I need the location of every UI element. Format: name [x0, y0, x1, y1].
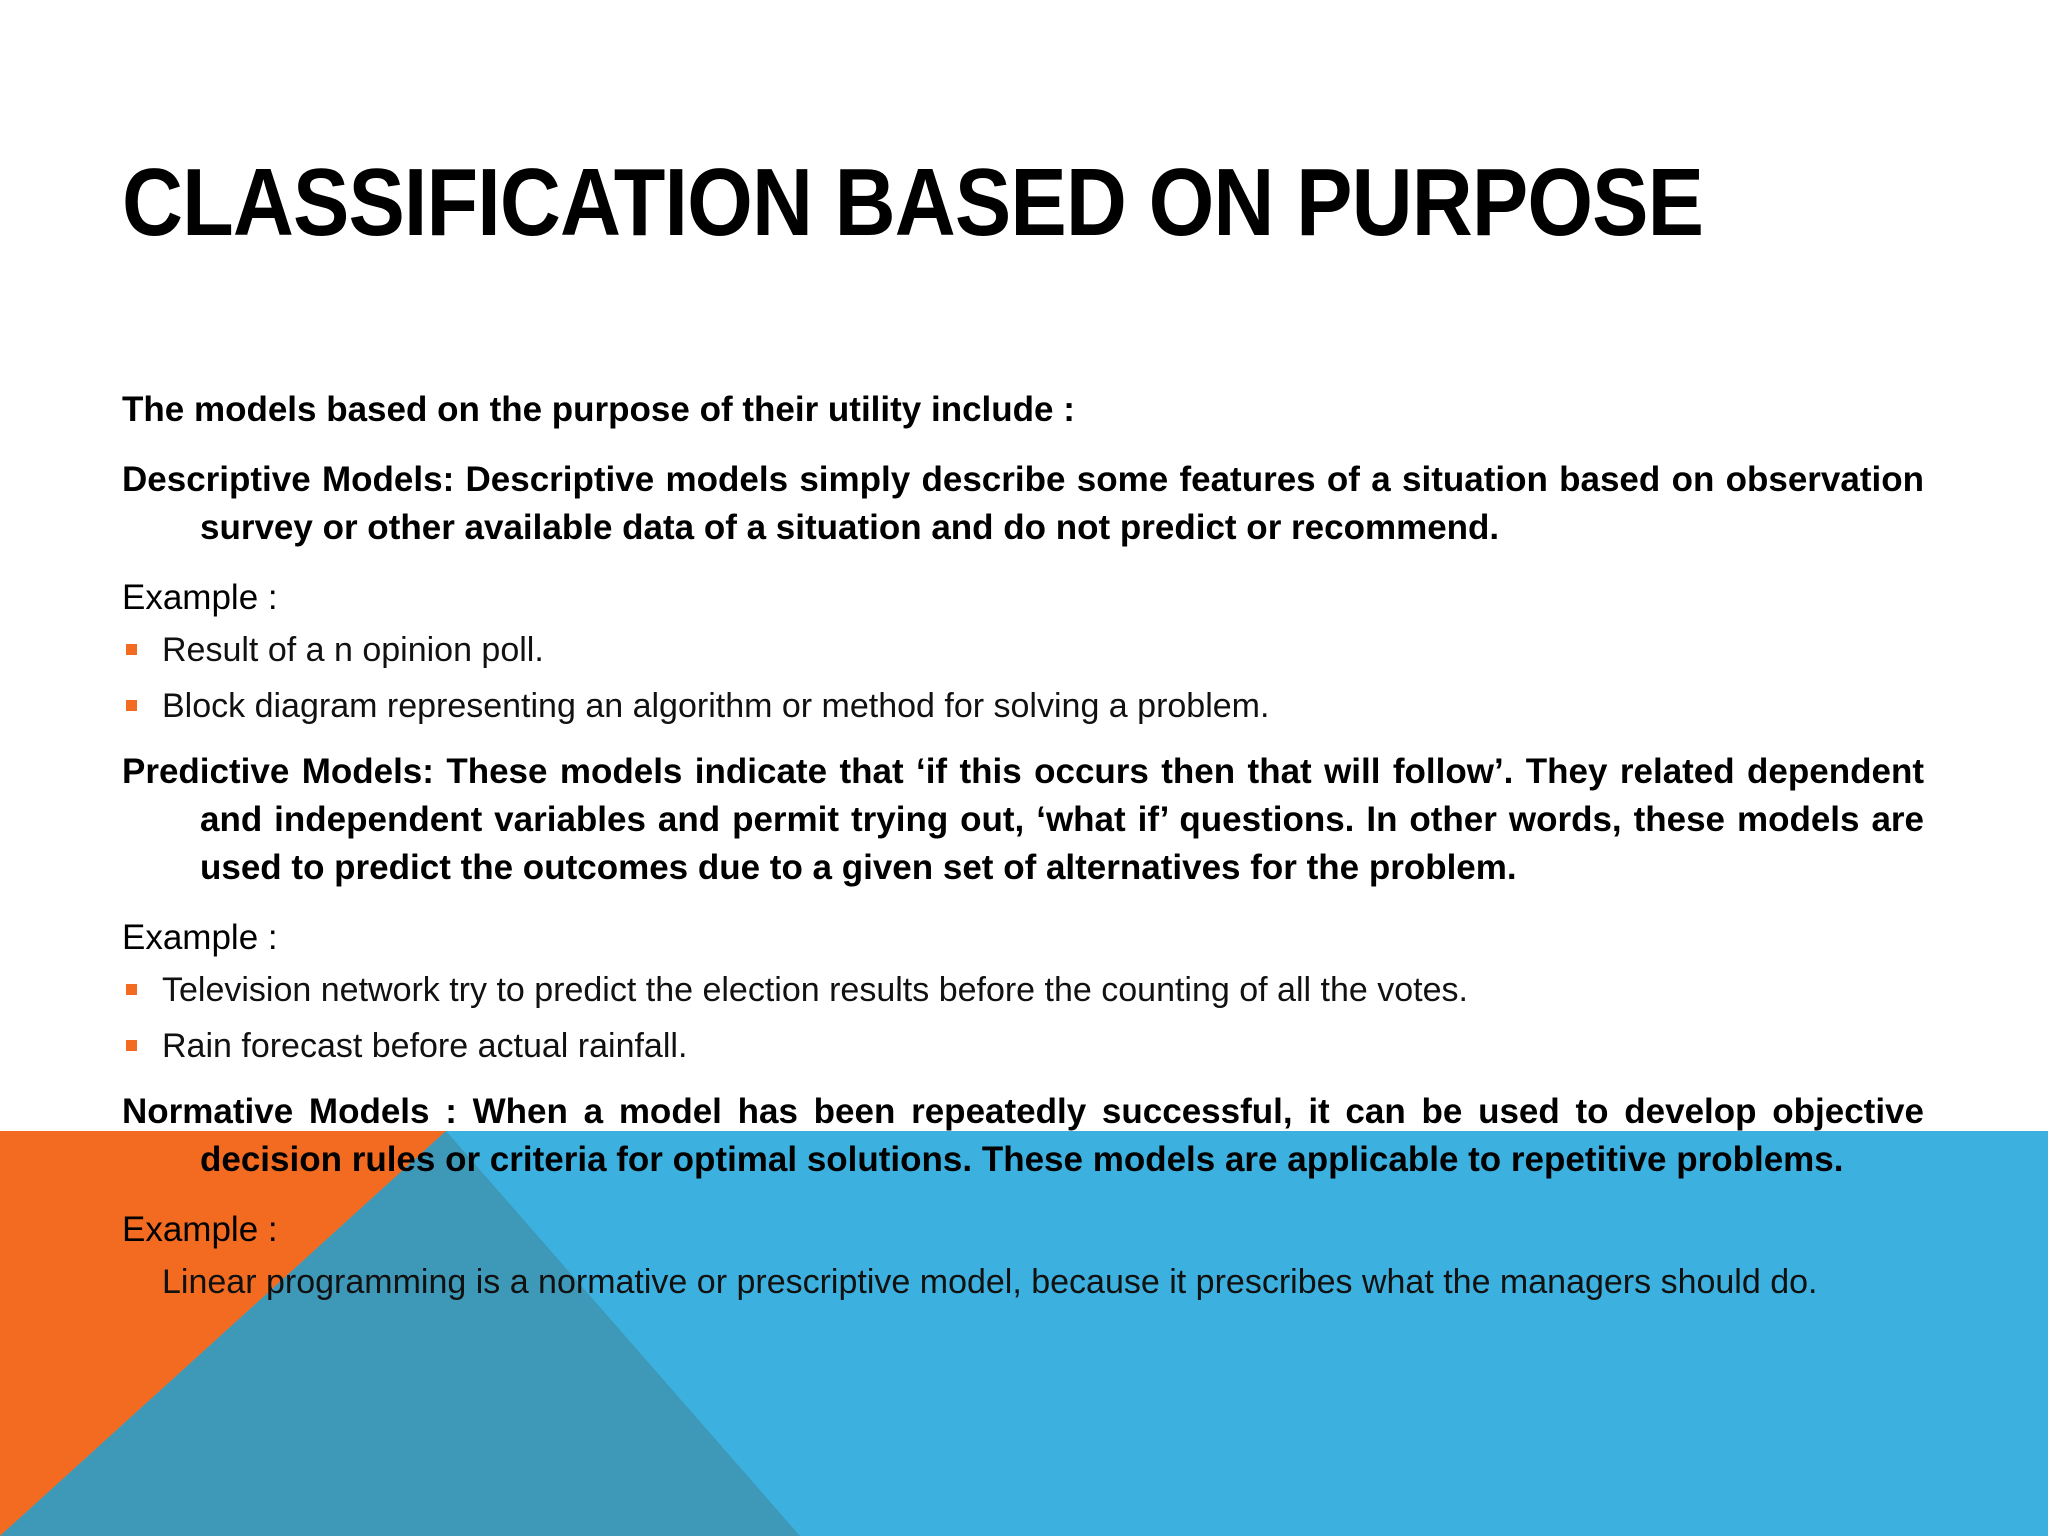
square-bullet-icon	[126, 984, 137, 995]
predictive-examples	[122, 966, 1924, 1070]
normative-definition: Normative Models : When a model has been repeatedly successful, it can be used to develop objective decision rules or criteria for optimal solutions. These models are applicable to repetitive problems.	[122, 1092, 1924, 1179]
list-item-text: Result of a n opinion poll.	[162, 631, 544, 669]
square-bullet-icon	[126, 700, 137, 711]
descriptive-definition: Descriptive Models: Descriptive models simply describe some features of a situation based on observation survey or other available data of a situation and do not predict or recommend.	[122, 460, 1924, 547]
list-item	[122, 682, 1924, 730]
example-label: Example :	[122, 578, 278, 617]
predictive-definition: Predictive Models: These models indicate that ‘if this occurs then that will follow’. They related dependent and independent variables and permit trying out, ‘what if’ questions. In other words, these models are used to predict the outcomes due to a given set of alternatives for the problem.	[122, 752, 1924, 887]
slide-title: CLASSIFICATION BASED ON PURPOSE	[122, 149, 1704, 256]
list-item	[122, 966, 1924, 1014]
normative-example-text: Linear programming is a normative or prescriptive model, because it prescribes what the managers should do.	[162, 1263, 1818, 1301]
example-label: Example :	[122, 918, 278, 957]
square-bullet-icon	[126, 644, 137, 655]
descriptive-examples	[122, 626, 1924, 730]
example-label: Example :	[122, 1210, 278, 1249]
intro-text: The models based on the purpose of their utility include :	[122, 390, 1075, 429]
list-item-text: Television network try to predict the election results before the counting of all the votes.	[162, 971, 1468, 1009]
list-item	[122, 626, 1924, 674]
slide-body	[122, 386, 1924, 1306]
list-item-text: Block diagram representing an algorithm or method for solving a problem.	[162, 687, 1270, 725]
square-bullet-icon	[126, 1040, 137, 1051]
list-item-text: Rain forecast before actual rainfall.	[162, 1027, 688, 1065]
list-item	[122, 1022, 1924, 1070]
